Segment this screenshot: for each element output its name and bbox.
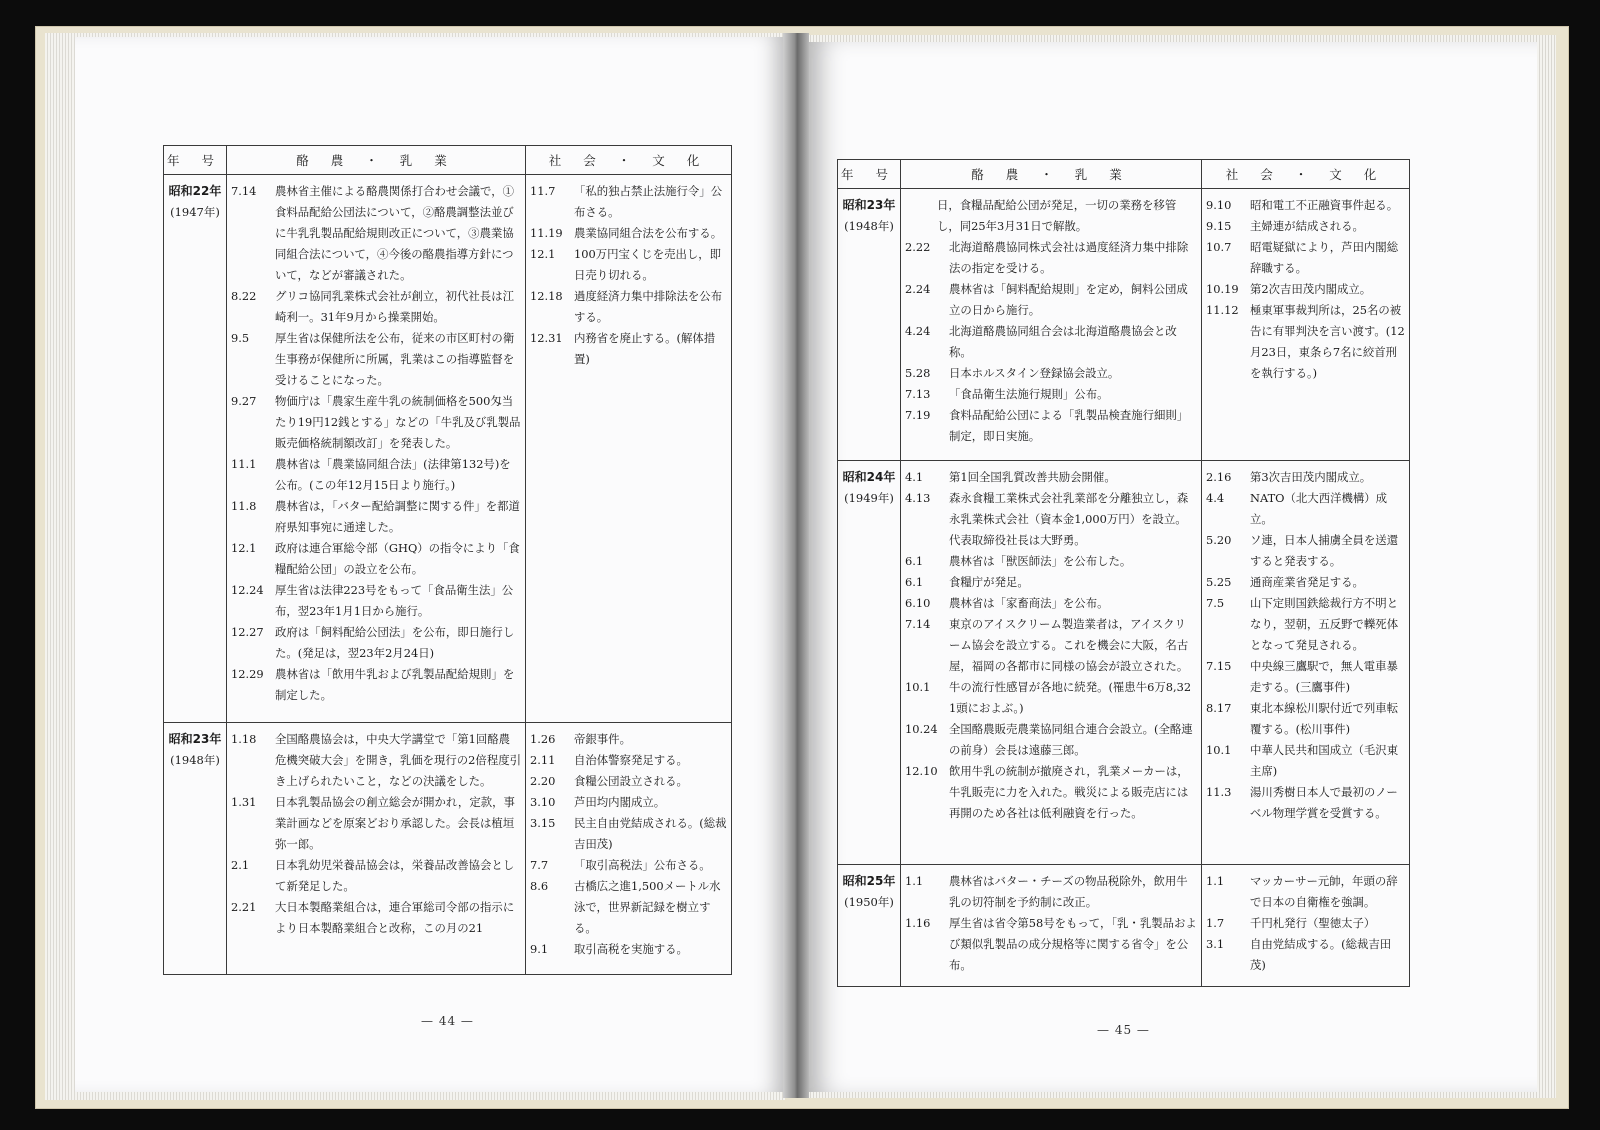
event-text: 東北本線松川駅付近で列車転覆する。(松川事件) bbox=[1250, 701, 1399, 736]
event-date: 11.19 bbox=[530, 226, 563, 240]
event-date: 1.1 bbox=[905, 874, 924, 888]
event-text: マッカーサー元帥，年頭の辞で日本の自衛権を強調。 bbox=[1250, 874, 1398, 909]
event-text: 山下定則国鉄総裁行方不明となり，翌朝，五反野で轢死体となって発見される。 bbox=[1250, 596, 1399, 652]
event-date: 2.21 bbox=[231, 900, 257, 914]
event-text: 政府は連合軍総令部（GHQ）の指令により「食糧配給公団」の設立を公布。 bbox=[275, 541, 520, 576]
event-item bbox=[231, 454, 521, 496]
event-item bbox=[231, 181, 521, 286]
event-date: 5.28 bbox=[905, 366, 931, 380]
event-date: 9.10 bbox=[1206, 198, 1232, 212]
event-text: 北海道酪農協同組合会は北海道酪農協会と改称。 bbox=[949, 324, 1177, 359]
event-date: 8.22 bbox=[231, 289, 257, 303]
event-date: 1.18 bbox=[231, 732, 257, 746]
event-text: 取引高税を実施する。 bbox=[574, 942, 688, 956]
era-label: 昭和24年 bbox=[842, 470, 896, 484]
western-year: (1947年) bbox=[170, 205, 220, 219]
event-text: 古橋広之進1,500メートル水泳で，世界新記録を樹立する。 bbox=[574, 879, 721, 935]
event-text: 農林省はバター・チーズの物品税除外，飲用牛乳の切符制を予約制に改正。 bbox=[949, 874, 1188, 909]
event-item bbox=[1206, 656, 1405, 698]
event-date: 7.5 bbox=[1206, 596, 1225, 610]
header-nengo: 年 号 bbox=[164, 146, 227, 175]
table-row bbox=[164, 175, 732, 723]
event-date: 2.11 bbox=[530, 753, 556, 767]
event-item bbox=[231, 580, 521, 622]
rakuno-events bbox=[227, 723, 526, 975]
year-cell bbox=[838, 189, 901, 461]
event-text: 農林省は「家畜商法」を公布。 bbox=[949, 596, 1109, 610]
rakuno-events bbox=[227, 175, 526, 723]
event-item bbox=[1206, 782, 1405, 824]
event-item bbox=[1206, 279, 1405, 300]
event-date: 6.1 bbox=[905, 575, 924, 589]
left-page bbox=[75, 37, 783, 1092]
event-date: 2.22 bbox=[905, 240, 931, 254]
event-item bbox=[905, 871, 1197, 913]
event-date: 5.20 bbox=[1206, 533, 1232, 547]
event-text: 芦田均内閣成立。 bbox=[574, 795, 666, 809]
event-date: 7.14 bbox=[231, 184, 257, 198]
event-item bbox=[905, 677, 1197, 719]
event-date: 9.5 bbox=[231, 331, 250, 345]
event-text: 厚生省は省令第58号をもって，「乳・乳製品および類似乳製品の成分規格等に関する省令」を公布。 bbox=[949, 916, 1197, 972]
event-date: 12.1 bbox=[530, 247, 556, 261]
event-text: 主婦連が結成される。 bbox=[1250, 219, 1364, 233]
event-item bbox=[905, 551, 1197, 572]
event-date: 11.3 bbox=[1206, 785, 1232, 799]
event-text: 農林省は「飼料配給規則」を定め，飼料公団成立の日から施行。 bbox=[949, 282, 1188, 317]
year-cell bbox=[838, 461, 901, 865]
event-date: 12.24 bbox=[231, 583, 264, 597]
event-item bbox=[231, 328, 521, 391]
event-item bbox=[905, 488, 1197, 551]
event-text: 昭電疑獄により，芦田内閣総辞職する。 bbox=[1250, 240, 1399, 275]
event-date: 3.10 bbox=[530, 795, 556, 809]
event-date: 8.6 bbox=[530, 879, 549, 893]
event-date: 10.1 bbox=[905, 680, 931, 694]
event-item bbox=[1206, 913, 1405, 934]
event-date: 2.24 bbox=[905, 282, 931, 296]
event-date: 9.15 bbox=[1206, 219, 1232, 233]
event-text: 極東軍事裁判所は，25名の被告に有罪判決を言い渡す。(12月23日，東条ら7名に絞首刑を執行する。) bbox=[1250, 303, 1405, 380]
event-date: 6.10 bbox=[905, 596, 931, 610]
event-item bbox=[530, 813, 727, 855]
era-label: 昭和25年 bbox=[842, 874, 896, 888]
event-item bbox=[905, 363, 1197, 384]
event-text: 第1回全国乳質改善共励会開催。 bbox=[949, 470, 1116, 484]
event-text: NATO（北大西洋機構）成立。 bbox=[1250, 491, 1388, 526]
event-item bbox=[905, 913, 1197, 976]
event-text: 東京のアイスクリーム製造業者は，アイスクリーム協会を設立する。これを機会に大阪，名古屋，福岡の各都市に同様の協会が設立された。 bbox=[949, 617, 1189, 673]
event-text: 過度経済力集中排除法を公布する。 bbox=[574, 289, 723, 324]
event-item bbox=[905, 279, 1197, 321]
event-text: 内務省を廃止する。(解体措置) bbox=[574, 331, 716, 366]
event-text: 民主自由党結成される。(総裁吉田茂) bbox=[574, 816, 727, 851]
era-label: 昭和23年 bbox=[168, 732, 222, 746]
event-item bbox=[1206, 195, 1405, 216]
event-text: 通商産業省発足する。 bbox=[1250, 575, 1364, 589]
event-item bbox=[530, 876, 727, 939]
event-date: 1.16 bbox=[905, 916, 931, 930]
event-date: 9.1 bbox=[530, 942, 549, 956]
event-item bbox=[231, 538, 521, 580]
event-item bbox=[905, 237, 1197, 279]
event-date: 11.1 bbox=[231, 457, 257, 471]
table-row bbox=[838, 461, 1410, 865]
event-date: 11.12 bbox=[1206, 303, 1239, 317]
event-text: 北海道酪農協同株式会社は過度経済力集中排除法の指定を受ける。 bbox=[949, 240, 1189, 275]
event-text: 「食品衛生法施行規則」公布。 bbox=[949, 387, 1109, 401]
event-text: 食料品配給公団による「乳製品検査施行細則」制定，即日実施。 bbox=[949, 408, 1189, 443]
event-date: 1.26 bbox=[530, 732, 556, 746]
event-date: 2.16 bbox=[1206, 470, 1232, 484]
event-date: 12.18 bbox=[530, 289, 563, 303]
right-page bbox=[809, 42, 1537, 1092]
continued-text: 日，食糧品配給公団が発足，一切の業務を移管し，同25年3月31日で解散。 bbox=[937, 198, 1177, 233]
event-date: 10.1 bbox=[1206, 743, 1232, 757]
event-text: 全国酪農販売農業協同組合連合会設立。(全酪連の前身）会長は遠藤三郎。 bbox=[949, 722, 1193, 757]
event-text: 森永食糧工業株式会社乳業部を分離独立し，森永乳業株式会社（資本金1,000万円）を設立。代表取締役社長は大野勇。 bbox=[949, 491, 1189, 547]
header-rakuno: 酪 農 ・ 乳 業 bbox=[227, 146, 526, 175]
event-text: 日本ホルスタイン登録協会設立。 bbox=[949, 366, 1120, 380]
event-text: 農林省は「飲用牛乳および乳製品配給規則」を制定した。 bbox=[275, 667, 515, 702]
event-text: 中央線三鷹駅で，無人電車暴走する。(三鷹事件) bbox=[1250, 659, 1398, 694]
event-date: 1.7 bbox=[1206, 916, 1225, 930]
event-text: 物価庁は「農家生産牛乳の統制価格を500匁当たり19円12銭とする」などの「牛乳及び乳製品販売価格統制額改訂」を発表した。 bbox=[275, 394, 521, 450]
shakai-events bbox=[1202, 865, 1410, 987]
western-year: (1948年) bbox=[844, 219, 894, 233]
event-item bbox=[530, 771, 727, 792]
event-text: 「取引高税法」公布さる。 bbox=[574, 858, 711, 872]
event-date: 9.27 bbox=[231, 394, 257, 408]
event-date: 4.13 bbox=[905, 491, 931, 505]
event-item bbox=[1206, 488, 1405, 530]
era-label: 昭和22年 bbox=[168, 184, 222, 198]
western-year: (1948年) bbox=[170, 753, 220, 767]
event-item bbox=[905, 719, 1197, 761]
event-date: 5.25 bbox=[1206, 575, 1232, 589]
event-item bbox=[905, 593, 1197, 614]
event-date: 1.31 bbox=[231, 795, 257, 809]
event-item bbox=[530, 244, 727, 286]
event-date: 7.7 bbox=[530, 858, 549, 872]
event-item bbox=[231, 855, 521, 897]
event-text: 農林省は「獣医師法」を公布した。 bbox=[949, 554, 1132, 568]
table-row bbox=[164, 723, 732, 975]
western-year: (1949年) bbox=[844, 491, 894, 505]
event-text: 農業協同組合法を公布する。 bbox=[574, 226, 723, 240]
event-date: 7.13 bbox=[905, 387, 931, 401]
year-cell bbox=[164, 175, 227, 723]
event-item bbox=[1206, 530, 1405, 572]
event-date: 12.1 bbox=[231, 541, 257, 555]
event-item bbox=[231, 622, 521, 664]
event-text: 第2次吉田茂内閣成立。 bbox=[1250, 282, 1372, 296]
event-date: 2.1 bbox=[231, 858, 250, 872]
event-item bbox=[1206, 871, 1405, 913]
event-text: 中華人民共和国成立（毛沢東主席) bbox=[1250, 743, 1399, 778]
event-item bbox=[905, 467, 1197, 488]
table-row bbox=[838, 189, 1410, 461]
era-label: 昭和23年 bbox=[842, 198, 896, 212]
event-item bbox=[1206, 572, 1405, 593]
event-item bbox=[905, 572, 1197, 593]
header-shakai: 社 会 ・ 文 化 bbox=[1202, 160, 1410, 189]
event-text: 農林省は「農業協同組合法」(法律第132号)を公布。(この年12月15日より施行。) bbox=[275, 457, 511, 492]
event-item bbox=[1206, 467, 1405, 488]
event-date: 10.7 bbox=[1206, 240, 1232, 254]
event-item bbox=[905, 761, 1197, 824]
rakuno-events bbox=[901, 865, 1202, 987]
event-text: 厚生省は法律223号をもって「食品衛生法」公布，翌23年1月1日から施行。 bbox=[275, 583, 514, 618]
table-row bbox=[838, 865, 1410, 987]
event-date: 12.29 bbox=[231, 667, 264, 681]
event-item bbox=[905, 384, 1197, 405]
event-item bbox=[1206, 300, 1405, 384]
event-text: 自由党結成する。(総裁吉田茂) bbox=[1250, 937, 1392, 972]
event-item bbox=[530, 729, 727, 750]
event-text: 第3次吉田茂内閣成立。 bbox=[1250, 470, 1372, 484]
header-nengo: 年 号 bbox=[838, 160, 901, 189]
event-item bbox=[231, 664, 521, 706]
event-date: 10.24 bbox=[905, 722, 938, 736]
chronology-table-left bbox=[163, 145, 732, 975]
event-date: 11.8 bbox=[231, 499, 257, 513]
event-item bbox=[231, 496, 521, 538]
event-item bbox=[530, 286, 727, 328]
header-rakuno: 酪 農 ・ 乳 業 bbox=[901, 160, 1202, 189]
event-item bbox=[231, 729, 521, 792]
event-text: 日本乳幼児栄養品協会は，栄養品改善協会として新発足した。 bbox=[275, 858, 515, 893]
event-text: 食糧庁が発足。 bbox=[949, 575, 1029, 589]
event-text: 厚生省は保健所法を公布，従来の市区町村の衛生事務が保健所に所属，乳業はこの指導監督を受けることになった。 bbox=[275, 331, 515, 387]
event-date: 8.17 bbox=[1206, 701, 1232, 715]
book-gutter bbox=[783, 33, 809, 1098]
event-item bbox=[1206, 593, 1405, 656]
event-date: 7.19 bbox=[905, 408, 931, 422]
event-text: 自治体警察発足する。 bbox=[574, 753, 688, 767]
event-text: 昭和電工不正融資事件起る。 bbox=[1250, 198, 1399, 212]
event-text: 日本乳製品協会の創立総会が開かれ，定款，事業計画などを原案どおり承認した。会長は植垣弥一郎。 bbox=[275, 795, 515, 851]
event-date: 7.14 bbox=[905, 617, 931, 631]
event-item bbox=[1206, 698, 1405, 740]
event-item bbox=[231, 391, 521, 454]
event-item bbox=[905, 614, 1197, 677]
event-text: 千円札発行（聖徳太子） bbox=[1250, 916, 1376, 930]
event-text: 100万円宝くじを売出し，即日売り切れる。 bbox=[574, 247, 722, 282]
event-item bbox=[530, 328, 727, 370]
shakai-events bbox=[526, 723, 732, 975]
shakai-events bbox=[526, 175, 732, 723]
year-cell bbox=[164, 723, 227, 975]
event-text: 飲用牛乳の統制が撤廃され，乳業メーカーは，牛乳販売に力を入れた。戦災による販売店には再開のため各社は低利融資を行った。 bbox=[949, 764, 1189, 820]
rakuno-events bbox=[901, 461, 1202, 865]
event-item bbox=[530, 181, 727, 223]
event-text: 帝銀事件。 bbox=[574, 732, 631, 746]
event-item bbox=[530, 855, 727, 876]
event-text: 全国酪農協会は，中央大学講堂で「第1回酪農危機突破大会」を開き，乳価を現行の2倍程度引き上げられたいこと，などの決議をした。 bbox=[275, 732, 521, 788]
event-item bbox=[1206, 237, 1405, 279]
event-text: 農林省は，「バター配給調整に関する件」を都道府県知事宛に通達した。 bbox=[275, 499, 520, 534]
event-text: ソ連，日本人捕虜全員を送還すると発表する。 bbox=[1250, 533, 1399, 568]
header-shakai: 社 会 ・ 文 化 bbox=[526, 146, 732, 175]
event-text: 食糧公団設立される。 bbox=[574, 774, 688, 788]
event-item bbox=[1206, 934, 1405, 976]
event-date: 3.15 bbox=[530, 816, 556, 830]
event-item bbox=[905, 321, 1197, 363]
event-text: 牛の流行性感冒が各地に続発。(罹患牛6万8,321頭におよぶ。) bbox=[949, 680, 1192, 715]
event-item bbox=[1206, 216, 1405, 237]
page-number: — 44 — bbox=[421, 1014, 474, 1028]
event-text: グリコ協同乳業株式会社が創立，初代社長は江崎利一。31年9月から操業開始。 bbox=[275, 289, 514, 324]
event-date: 4.24 bbox=[905, 324, 931, 338]
event-item bbox=[530, 750, 727, 771]
table-header-row bbox=[838, 160, 1410, 189]
event-text: 「私的独占禁止法施行令」公布さる。 bbox=[574, 184, 723, 219]
event-text: 政府は「飼料配給公団法」を公布，即日施行した。(発足は，翌23年2月24日) bbox=[275, 625, 515, 660]
year-cell bbox=[838, 865, 901, 987]
event-date: 11.7 bbox=[530, 184, 556, 198]
western-year: (1950年) bbox=[844, 895, 894, 909]
event-text: 大日本製酪業組合は，連合軍総司令部の指示により日本製酪業組合と改称，この月の21 bbox=[275, 900, 515, 935]
chronology-table-right bbox=[837, 159, 1410, 987]
table-header-row bbox=[164, 146, 732, 175]
event-date: 2.20 bbox=[530, 774, 556, 788]
event-date: 4.4 bbox=[1206, 491, 1225, 505]
event-date: 12.31 bbox=[530, 331, 563, 345]
event-date: 4.1 bbox=[905, 470, 924, 484]
event-item bbox=[530, 792, 727, 813]
event-item bbox=[231, 792, 521, 855]
event-item bbox=[905, 405, 1197, 447]
rakuno-events bbox=[901, 189, 1202, 461]
shakai-events bbox=[1202, 189, 1410, 461]
event-item bbox=[530, 223, 727, 244]
event-date: 3.1 bbox=[1206, 937, 1225, 951]
event-text: 湯川秀樹日本人で最初のノーベル物理学賞を受賞する。 bbox=[1250, 785, 1398, 820]
page-number: — 45 — bbox=[1097, 1023, 1150, 1037]
event-date: 12.10 bbox=[905, 764, 938, 778]
event-date: 10.19 bbox=[1206, 282, 1239, 296]
event-item bbox=[231, 897, 521, 939]
event-item bbox=[1206, 740, 1405, 782]
event-item bbox=[231, 286, 521, 328]
event-date: 1.1 bbox=[1206, 874, 1225, 888]
event-item bbox=[530, 939, 727, 960]
shakai-events bbox=[1202, 461, 1410, 865]
event-date: 7.15 bbox=[1206, 659, 1232, 673]
event-date: 12.27 bbox=[231, 625, 264, 639]
event-text: 農林省主催による酪農関係打合わせ会議で，①食料品配給公団法について，②酪農調整法並びに牛乳乳製品配給規則改正について，③農業協同組合法について，④今後の酪農指導方針について，などが審議された。 bbox=[275, 184, 514, 282]
event-date: 6.1 bbox=[905, 554, 924, 568]
